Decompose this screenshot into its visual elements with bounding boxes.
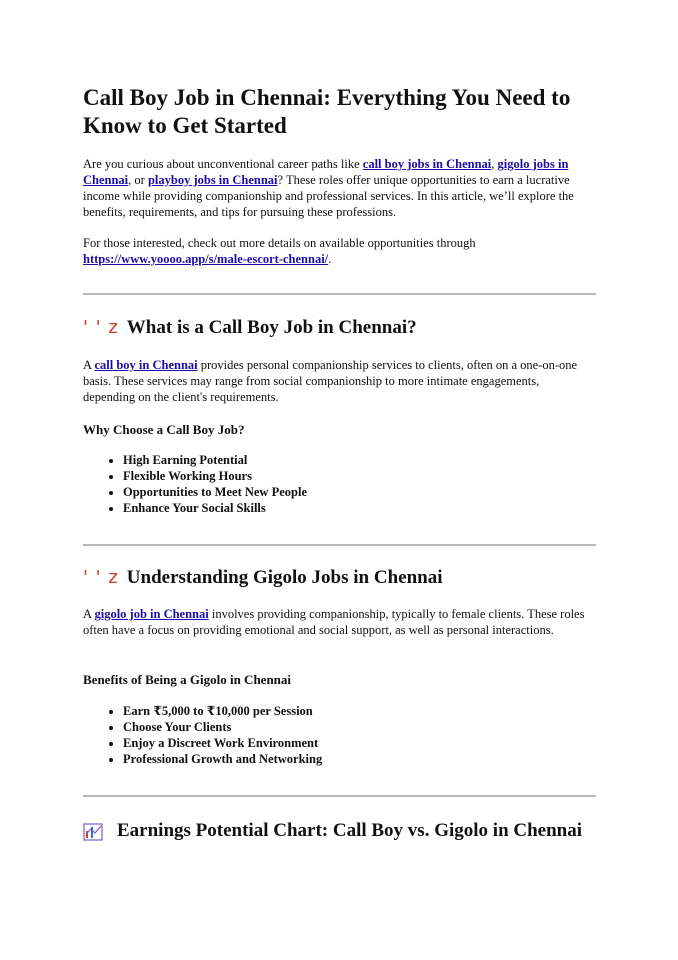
list-item: • Choose Your Clients xyxy=(123,719,633,735)
section-heading-gigolo: ' ' z Understanding Gigolo Jobs in Chennai xyxy=(83,567,443,588)
list-item: • Enjoy a Discreet Work Environment xyxy=(123,735,633,751)
gigolo-paragraph: A gigolo job in Chennai involves providing companionship, typically to female clients. These roles often have a focus on providing emotional and social support, as well as personal interactions. xyxy=(83,607,585,637)
subheading-gigolo-benefits: Benefits of Being a Gigolo in Chennai xyxy=(83,672,292,687)
link-playboy-jobs[interactable]: playboy jobs in Chennai xyxy=(147,173,278,187)
link-yoooo-app[interactable]: https://www.yoooo.app/s/male-escort-chennai/ xyxy=(83,252,329,266)
list-item: • Earn ₹5,000 to ₹10,000 per Session xyxy=(123,703,633,719)
divider xyxy=(83,293,596,295)
link-gigolo-job-in-chennai[interactable]: gigolo job in Chennai xyxy=(94,607,209,621)
intro-paragraph: Are you curious about unconventional career paths like call boy jobs in Chennai, gigolo jobs in Chennai, or playboy jobs in Chennai? These roles offer unique opportunities to earn a lucrative income while providing companionship and professional services. In this article, we’ll explore the benefits, requirements, and tips for pursuing these professions. xyxy=(83,157,574,219)
link-call-boy-jobs[interactable]: call boy jobs in Chennai xyxy=(362,157,492,171)
section-heading-call-boy: ' ' z What is a Call Boy Job in Chennai? xyxy=(83,317,417,338)
list-item: • High Earning Potential xyxy=(123,452,633,468)
sparkle-emoji-icon: ' ' z xyxy=(83,567,119,588)
list-item: • Opportunities to Meet New People xyxy=(123,484,633,500)
call-boy-benefits-list xyxy=(83,452,633,516)
list-item: • Professional Growth and Networking xyxy=(123,751,633,767)
sparkle-emoji-icon: ' ' z xyxy=(83,317,119,338)
link-call-boy-in-chennai[interactable]: call boy in Chennai xyxy=(94,358,198,372)
chart-emoji-icon xyxy=(83,822,105,842)
details-paragraph: For those interested, check out more details on available opportunities through https://www.yoooo.app/s/male-escort-chennai/. xyxy=(83,236,476,266)
subheading-why-call-boy: Why Choose a Call Boy Job? xyxy=(83,422,245,437)
list-item: • Flexible Working Hours xyxy=(123,468,633,484)
link-gigolo-jobs[interactable]: gigolo jobs in Chennai xyxy=(83,157,569,187)
divider xyxy=(83,544,596,546)
gigolo-benefits-list xyxy=(83,703,633,767)
section-heading-earnings-chart: Earnings Potential Chart: Call Boy vs. Gigolo in Chennai xyxy=(83,818,593,843)
divider xyxy=(83,795,596,797)
call-boy-paragraph: A call boy in Chennai provides personal companionship services to clients, often on a one-on-one basis. These services may range from social companionship to more intimate engagements, depending on the client's requirements. xyxy=(83,358,578,404)
list-item: • Enhance Your Social Skills xyxy=(123,500,633,516)
page-title: Call Boy Job in Chennai: Everything You Need to Know to Get Started xyxy=(83,85,571,138)
